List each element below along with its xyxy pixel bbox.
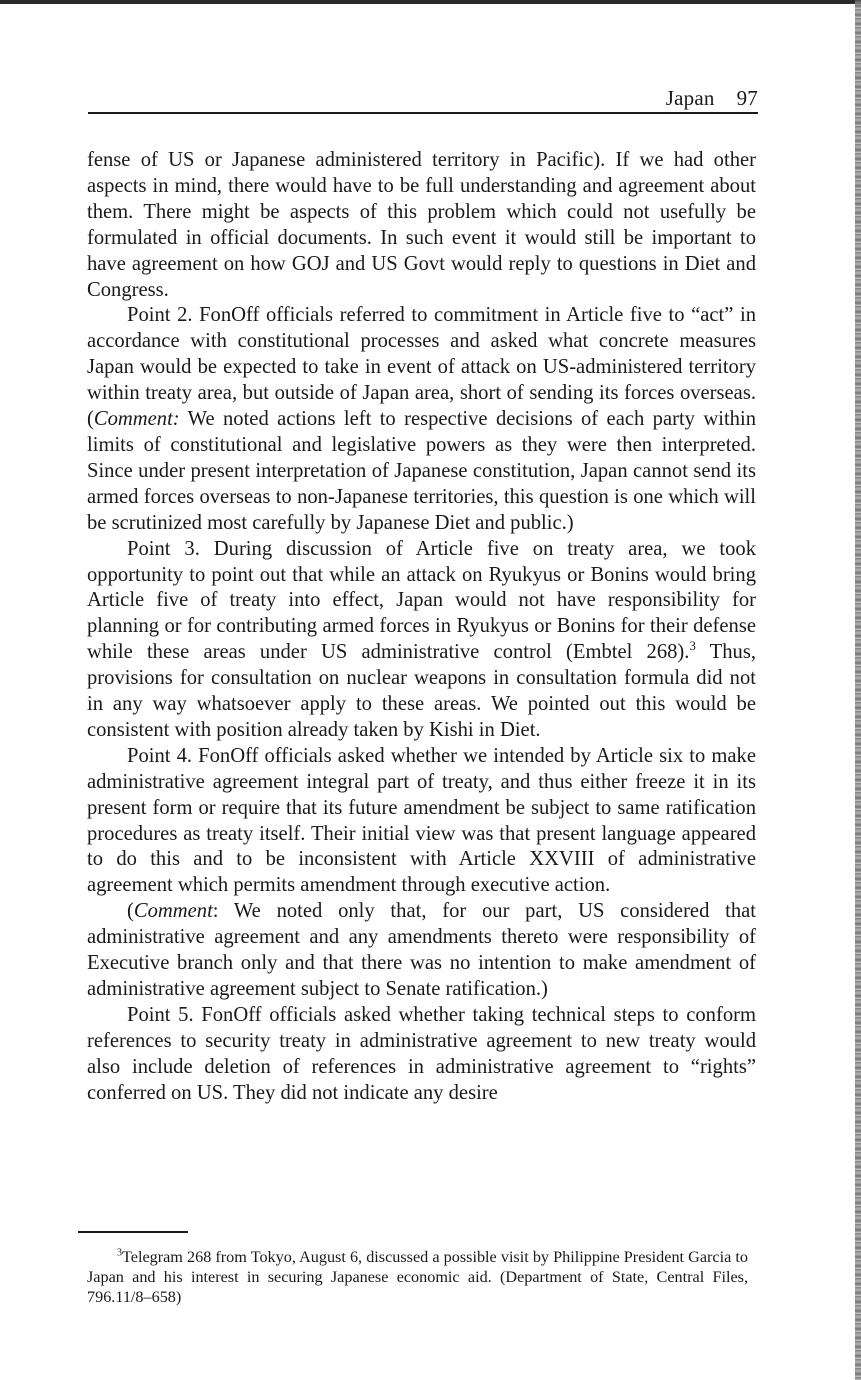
- scan-right-edge: [855, 0, 861, 1380]
- paragraph-point-2-comment: We noted actions left to respective decisions of each party within limits of constitutional and legislative powers as they were then interpreted. Since under present interpretation of Japanese constitution, Japan cannot send its armed forces overseas to non-Japanese territories, this question is one which will be scrutinized most carefully by Japanese Diet and public.): [87, 408, 756, 534]
- paragraph-comment-text: : We noted only that, for our part, US considered that administrative agreement and any amendments thereto were responsibility of Executive branch only and that there was no intention to make amendment of administrative agreement subject to Senate ratification.): [87, 900, 756, 1000]
- paragraph-point-5: [87, 1003, 756, 1107]
- footnote-number: 3: [117, 1247, 123, 1259]
- paragraph-1-text: fense of US or Japanese administered territory in Pacific). If we had other aspects in mind, there would have to be full understanding and agreement about them. There might be aspects of this problem which could not usefully be formulated in official documents. In such event it would still be important to have agreement on how GOJ and US Govt would reply to questions in Diet and Congress.: [87, 149, 756, 301]
- scan-top-edge: [0, 0, 861, 4]
- paragraph-point-2-text: Point 2. FonOff officials referred to commitment in Article five to “act” in accordance with constitutional processes and asked what concrete measures Japan would be expected to take in event of attack on US-administered territory within treaty area, but outside of Japan area, short of sending its forces overseas. (: [87, 304, 756, 431]
- paragraph-point-3-continued: Thus, provisions for consultation on nuclear weapons in consultation formula did not in any way whatsoever apply to these areas. We pointed out this would be consistent with position already taken by Kishi in Diet.: [87, 641, 756, 741]
- running-head: [88, 86, 758, 111]
- paragraph-point-3-text: Point 3. During discussion of Article five on treaty area, we took opportunity to point out that while an attack on Ryukyus or Bonins would bring Article five of treaty into effect, Japan would not have responsibility for planning or for contributing armed forces in Ryukyus or Bonins for their defense while these areas under US administrative control (Embtel 268).: [87, 537, 756, 664]
- paragraph-point-3: [87, 537, 756, 744]
- paragraph-point-5-text: Point 5. FonOff officials asked whether taking technical steps to conform references to security treaty in administrative agreement to new treaty would also include deletion of references in administrative agreement to “rights” conferred on US. They did not indicate any desire: [87, 1003, 756, 1104]
- paragraph-comment: [87, 899, 756, 1003]
- footnote-rule: [78, 1231, 188, 1233]
- paragraph-point-4: [87, 744, 756, 899]
- footnote-text: Telegram 268 from Tokyo, August 6, discussed a possible visit by Philippine President Garcia to Japan and his interest in securing Japanese economic aid. (Department of State, Central Files, 796.11/8–658): [87, 1248, 748, 1306]
- header-rule: [88, 112, 758, 114]
- paragraph-1: [87, 148, 756, 303]
- comment-label: Comment: [133, 900, 213, 923]
- paragraph-comment-open: (: [127, 900, 134, 923]
- comment-label: Comment:: [93, 408, 180, 431]
- footnote-reference: 3: [689, 639, 696, 654]
- paragraph-point-4-text: Point 4. FonOff officials asked whether we intended by Article six to make administrative agreement integral part of treaty, and thus either freeze it in its present form or require that its future amendment be subject to same ratification procedures as treaty itself. Their initial view was that present language appeared to do this and to be inconsistent with Article XXVIII of administrative agreement which permits amendment through executive action.: [87, 744, 756, 897]
- footnote: [87, 1247, 748, 1307]
- page-number: 97: [736, 86, 758, 110]
- paragraph-point-2: [87, 303, 756, 536]
- running-head-section: Japan: [665, 86, 715, 110]
- body-text: [87, 148, 756, 1107]
